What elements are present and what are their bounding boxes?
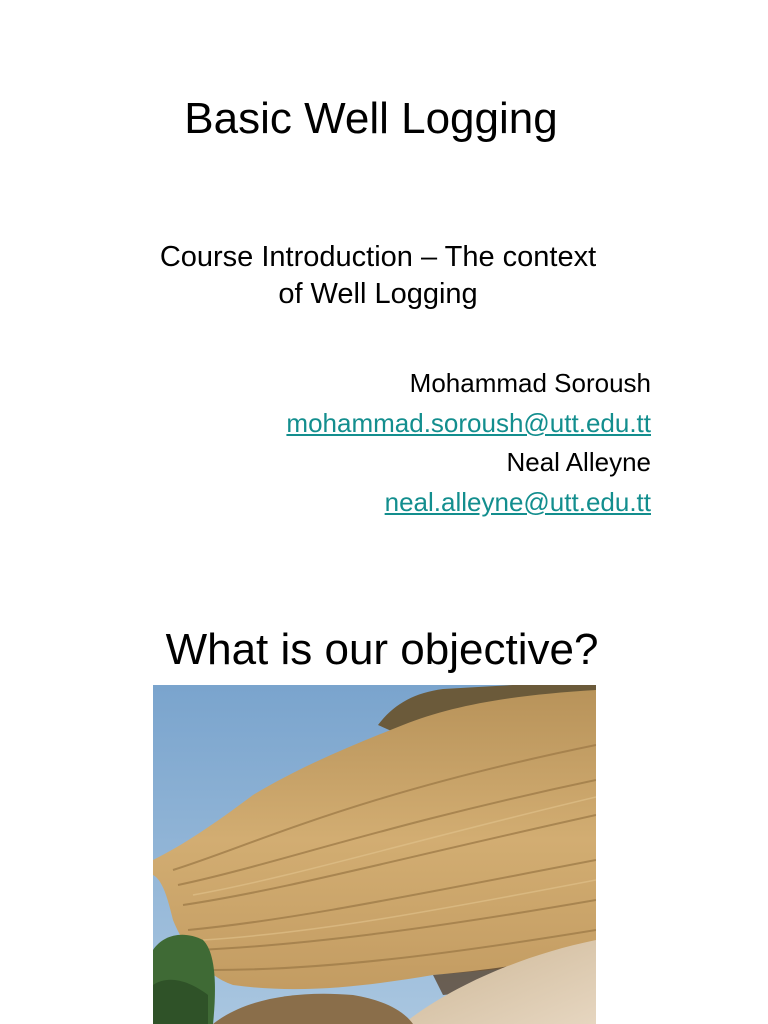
author-list: [286, 364, 651, 522]
slide-title: Basic Well Logging: [184, 94, 558, 143]
author-email-link[interactable]: mohammad.soroush@utt.edu.tt: [286, 407, 651, 438]
subtitle-line-1: Course Introduction – The context: [159, 241, 597, 273]
slide-subtitle: [0, 239, 756, 313]
rock-outcrop-photo: [153, 685, 596, 1024]
author-email-link[interactable]: neal.alleyne@utt.edu.tt: [384, 486, 651, 517]
author-name: Mohammad Soroush: [409, 368, 651, 398]
objective-heading: What is our objective?: [165, 625, 599, 674]
author-name: Neal Alleyne: [506, 447, 651, 477]
subtitle-line-2: of Well Logging: [278, 278, 478, 310]
